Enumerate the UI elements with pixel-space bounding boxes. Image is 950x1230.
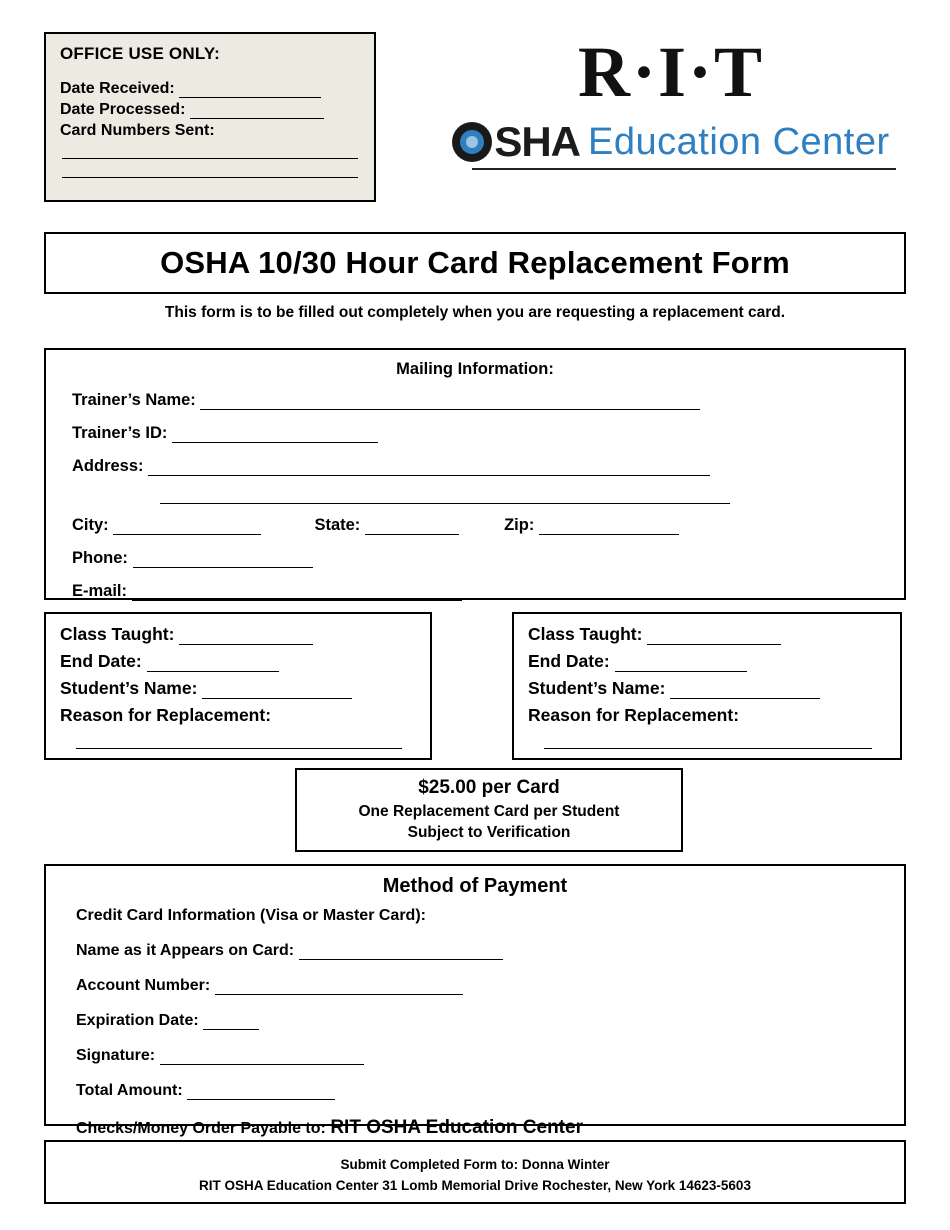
name-on-card-label: Name as it Appears on Card: [76,942,295,959]
city-state-zip-row [60,516,890,535]
student-name-field-1 [60,678,416,699]
address-field [60,457,890,476]
expiration-date-field [60,1012,890,1030]
address-input-line2[interactable] [160,489,730,504]
end-date-input-1[interactable] [147,657,279,672]
trainer-name-label: Trainer’s Name: [72,391,196,409]
student-name-label-1: Student’s Name: [60,678,198,698]
account-number-field [60,977,890,995]
method-of-payment-section [44,864,906,1138]
trainer-id-input[interactable] [172,428,378,443]
account-number-input[interactable] [215,980,463,995]
signature-label: Signature: [76,1047,156,1064]
phone-label: Phone: [72,549,128,567]
logo-underline [472,168,896,170]
price-amount: $25.00 per Card [418,777,560,798]
account-number-label: Account Number: [76,977,211,994]
end-date-label-1: End Date: [60,651,142,671]
submission-footer [44,1140,906,1204]
form-title-box [44,232,906,294]
rit-osha-logo [436,32,906,170]
trainer-id-label: Trainer’s ID: [72,424,168,442]
page-title: OSHA 10/30 Hour Card Replacement Form [160,245,790,280]
payment-heading: Method of Payment [382,875,568,897]
osha-wordmark [452,120,580,164]
address-label: Address: [72,457,144,475]
header [44,32,906,212]
price-notice-box [295,768,683,852]
rit-wordmark: R·I·T [577,32,765,112]
student-name-input-2[interactable] [670,684,820,699]
payable-to-row [60,1117,890,1139]
zip-input[interactable] [539,520,679,535]
class-taught-input-2[interactable] [647,630,781,645]
office-use-title: OFFICE USE ONLY: [60,44,220,63]
office-use-only-box [44,32,376,202]
footer-address: RIT OSHA Education Center 31 Lomb Memorial Drive Rochester, New York 14623-5603 [199,1178,751,1193]
class-taught-label-2: Class Taught: [528,624,643,644]
total-amount-input[interactable] [187,1085,335,1100]
footer-submit-to: Submit Completed Form to: Donna Winter [340,1157,610,1172]
total-amount-label: Total Amount: [76,1082,183,1099]
trainer-id-field [60,424,890,443]
class-taught-input-1[interactable] [179,630,313,645]
end-date-field-2 [528,651,886,672]
price-note-2: Subject to Verification [407,824,571,841]
address-field-line2 [60,486,890,504]
student-name-label-2: Student’s Name: [528,678,666,698]
phone-field [60,549,890,568]
credit-card-info-label: Credit Card Information (Visa or Master Card): [76,907,426,924]
end-date-input-2[interactable] [615,657,747,672]
reason-input-1[interactable] [76,748,402,749]
student-name-input-1[interactable] [202,684,352,699]
expiration-date-label: Expiration Date: [76,1012,199,1029]
state-label: State: [314,516,361,534]
office-date-processed-field [60,101,360,119]
signature-input[interactable] [160,1050,364,1065]
office-card-numbers-blank-1[interactable] [62,157,358,159]
form-subtitle: This form is to be filled out completely when you are requesting a replacement card. [164,304,786,321]
address-input[interactable] [148,461,710,476]
mailing-heading: Mailing Information: [396,360,554,378]
office-card-numbers-label: Card Numbers Sent: [60,122,215,139]
reason-input-2[interactable] [544,748,872,749]
phone-input[interactable] [133,553,313,568]
osha-wordmark-text: SHA [494,118,581,165]
osha-education-center-logo [436,120,906,164]
zip-label: Zip: [504,516,535,534]
end-date-field-1 [60,651,416,672]
trainer-name-input[interactable] [200,395,700,410]
education-center-text: Education Center [588,121,890,163]
office-date-processed-label: Date Processed: [60,101,186,118]
class-taught-label-1: Class Taught: [60,624,175,644]
trainer-name-field [60,391,890,410]
city-label: City: [72,516,109,534]
osha-circle-icon [452,122,492,162]
state-input[interactable] [365,520,459,535]
price-note-1: One Replacement Card per Student [358,803,620,820]
total-amount-field [60,1082,890,1100]
email-input[interactable] [132,586,462,601]
mailing-information-section [44,348,906,600]
email-label: E-mail: [72,582,128,600]
payable-to-value: RIT OSHA Education Center [330,1117,583,1138]
class-entry-box-2 [512,612,902,760]
name-on-card-input[interactable] [299,945,503,960]
city-input[interactable] [113,520,261,535]
student-name-field-2 [528,678,886,699]
office-date-received-field [60,80,360,98]
payable-to-label: Checks/Money Order Payable to: [76,1120,326,1137]
end-date-label-2: End Date: [528,651,610,671]
office-date-processed-blank[interactable] [190,104,324,119]
office-date-received-blank[interactable] [179,83,321,98]
reason-label-1: Reason for Replacement: [60,705,272,725]
class-entry-box-1 [44,612,432,760]
expiration-date-input[interactable] [203,1015,259,1030]
signature-field [60,1047,890,1065]
class-taught-field-2 [528,624,886,645]
email-field [60,582,890,601]
office-date-received-label: Date Received: [60,80,175,97]
office-card-numbers-blank-2[interactable] [62,176,358,178]
class-taught-field-1 [60,624,416,645]
name-on-card-field [60,942,890,960]
reason-label-2: Reason for Replacement: [528,705,740,725]
